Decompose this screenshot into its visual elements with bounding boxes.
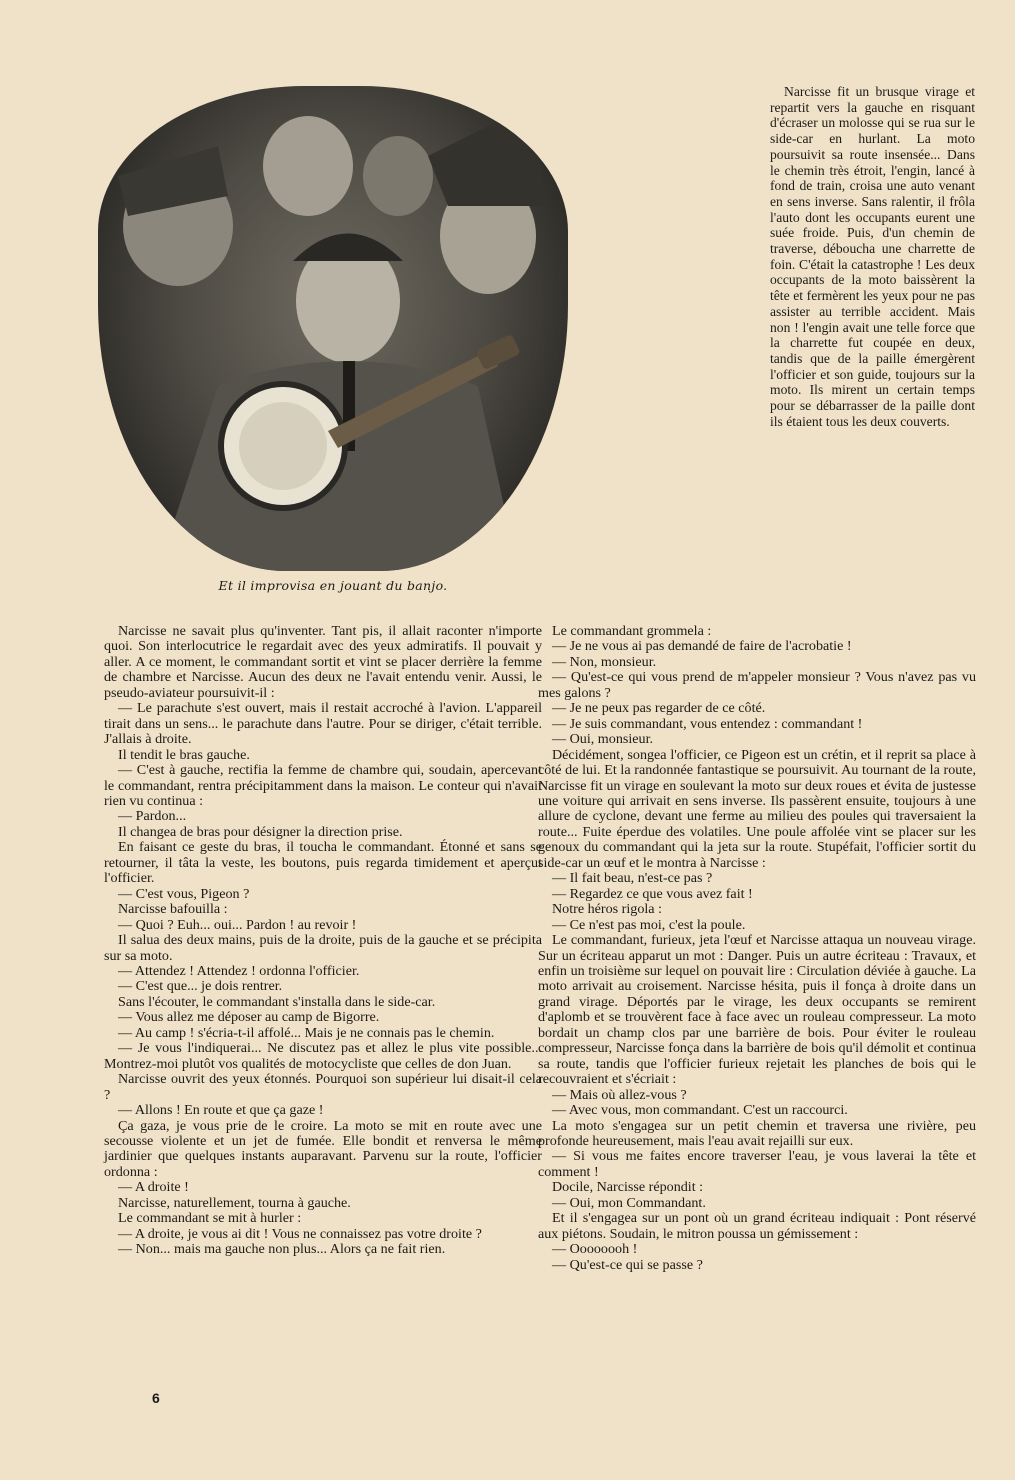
right-column	[538, 624, 976, 1273]
paragraph: — Vous allez me déposer au camp de Bigorre.	[118, 1009, 380, 1026]
paragraph: — Avec vous, mon commandant. C'est un raccourci.	[552, 1102, 848, 1119]
paragraph: — Allons ! En route et que ça gaze !	[118, 1102, 324, 1119]
paragraph: — A droite !	[118, 1179, 189, 1196]
paragraph: — Oui, mon Commandant.	[552, 1194, 706, 1211]
paragraph: — Je vous l'indiquerai... Ne discutez pas et allez le plus vite possible... Montrez-moi plutôt vos qualités de motocycliste que celles de don Juan.	[104, 1040, 542, 1072]
paragraph: Notre héros rigola :	[552, 901, 662, 918]
paragraph: Ça gaza, je vous prie de le croire. La moto se mit en route avec une secousse violente et un jet de fumée. Elle bondit et renversa le même jardinier que quelques instants auparavant. Parvenu sur la route, l'officier ordonna :	[104, 1117, 542, 1180]
paragraph: Narcisse ouvrit des yeux étonnés. Pourquoi son supérieur lui disait-il cela ?	[104, 1071, 542, 1103]
paragraph: — Si vous me faites encore traverser l'eau, je vous laverai la tête et comment !	[538, 1148, 976, 1180]
paragraph: — C'est vous, Pigeon ?	[118, 885, 250, 902]
paragraph: Le commandant, furieux, jeta l'œuf et Narcisse attaqua un nouveau virage. Sur un écriteau apparut un mot : Danger. Puis un autre écriteau : Travaux, et enfin un troisième sur lequel on pouvait lire : Circulation déviée à gauche. La moto arrivait au croisement. Narcisse hésita, puis il fonça à droite dans un grand virage. Déportés par le virage, les deux occupants se remirent d'aplomb et se trouvèrent face à face avec un rouleau compresseur. La moto bordait un champ clos par une barrière de bois. Pour éviter le rouleau compresseur, Narcisse fonça dans la barrière de bois qu'il démolit et continua sa route, tandis que l'officier furieux rejetait les planches de bois qui le recouvraient et s'écriait :	[538, 932, 976, 1088]
paragraph: — Je suis commandant, vous entendez : commandant !	[552, 715, 863, 732]
paragraph: — Non... mais ma gauche non plus... Alors ça ne fait rien.	[118, 1241, 446, 1258]
paragraph: — A droite, je vous ai dit ! Vous ne connaissez pas votre droite ?	[118, 1225, 482, 1242]
paragraph: Et il s'engagea sur un pont où un grand écriteau indiquait : Pont réservé aux piétons. Soudain, le mitron poussa un gémissement :	[538, 1210, 976, 1242]
paragraph: — C'est que... je dois rentrer.	[118, 978, 283, 995]
paragraph: — Le parachute s'est ouvert, mais il restait accroché à l'avion. L'appareil tirait dans un sens... le parachute dans l'autre. Pour se diriger, c'était terrible. J'allais à droite.	[104, 700, 542, 748]
paragraph: Décidément, songea l'officier, ce Pigeon est un crétin, et il reprit sa place à côté de lui. Et la randonnée fantastique se poursuivit. Au tournant de la route, Narcisse fit un virage en soulevant la moto sur deux roues et évita de justesse une voiture qui arrivait en sens inverse. Ils passèrent ensuite, toujours à une allure de cyclone, devant une ferme au milieu des poules qui traversaient la route... Fuite éperdue des volatiles. Une poule affolée vint se placer sur les genoux du commandant qui la jeta sur la route. Stupéfait, l'officier sortit du side-car un œuf et le montra à Narcisse :	[538, 746, 976, 871]
paragraph: Docile, Narcisse répondit :	[552, 1179, 704, 1196]
paragraph: Il changea de bras pour désigner la direction prise.	[118, 823, 403, 840]
paragraph: Le commandant se mit à hurler :	[118, 1210, 302, 1227]
paragraph: En faisant ce geste du bras, il toucha le commandant. Étonné et sans se retourner, il tâta la veste, les boutons, puis regarda timidement et aperçut l'officier.	[104, 839, 542, 887]
paragraph: — Qu'est-ce qui se passe ?	[552, 1256, 703, 1273]
paragraph: Narcisse ne savait plus qu'inventer. Tant pis, il allait raconter n'importe quoi. Son interlocutrice le regardait avec des yeux admiratifs. Il pouvait y aller. A ce moment, le commandant sortit et vint se placer derrière la femme de chambre et Narcisse. Aucun des deux ne l'avait entendu venir. Aussi, le pseudo-aviateur poursuivit-il :	[104, 623, 542, 701]
paragraph: Il salua des deux mains, puis de la droite, puis de la gauche et se précipita sur sa moto.	[104, 932, 542, 964]
paragraph: — Attendez ! Attendez ! ordonna l'officier.	[118, 962, 360, 979]
paragraph: — C'est à gauche, rectifia la femme de chambre qui, soudain, apercevant le commandant, rentra précipitamment dans la maison. Le conteur qui n'avait rien vu continua :	[104, 762, 542, 809]
paragraph: — Qu'est-ce qui vous prend de m'appeler monsieur ? Vous n'avez pas vu mes galons ?	[538, 669, 976, 701]
paragraph: — Non, monsieur.	[552, 653, 657, 670]
paragraph: Il tendit le bras gauche.	[118, 746, 250, 763]
paragraph: — Regardez ce que vous avez fait !	[552, 885, 753, 902]
photo-caption: Et il improvisa en jouant du banjo.	[218, 578, 448, 593]
banjo-group-photo	[98, 86, 568, 571]
paragraph: — Il fait beau, n'est-ce pas ?	[552, 870, 713, 887]
paragraph: — Ce n'est pas moi, c'est la poule.	[552, 916, 746, 933]
side-column	[770, 84, 975, 429]
paragraph: Le commandant grommela :	[552, 623, 712, 639]
paragraph: — Oui, monsieur.	[552, 731, 654, 748]
page-number: 6	[152, 1390, 160, 1406]
paragraph: — Au camp ! s'écria-t-il affolé... Mais je ne connais pas le chemin.	[118, 1024, 495, 1041]
illustration-photo	[98, 86, 568, 571]
paragraph: — Je ne peux pas regarder de ce côté.	[552, 700, 766, 717]
paragraph: Narcisse, naturellement, tourna à gauche.	[118, 1194, 351, 1211]
left-column	[104, 624, 542, 1258]
paragraph: Sans l'écouter, le commandant s'installa dans le side-car.	[118, 993, 436, 1010]
paragraph: — Oooooooh !	[552, 1241, 638, 1258]
paragraph: — Je ne vous ai pas demandé de faire de l'acrobatie !	[552, 638, 852, 655]
paragraph: Narcisse bafouilla :	[118, 901, 228, 918]
paragraph: — Mais où allez-vous ?	[552, 1086, 687, 1103]
paragraph: Narcisse fit un brusque virage et repartit vers la gauche en risquant d'écraser un molosse qui se rua sur le side-car en hurlant. La moto poursuivit sa route insensée... Dans le chemin très étroit, l'engin, lancé à fond de train, croisa une auto venant en sens inverse. Sans ralentir, il frôla l'auto dont les occupants eurent une suée froide. Puis, d'un chemin de traverse, déboucha une charrette de foin. C'était la catastrophe ! Les deux occupants de la moto baissèrent la tête et fermèrent les yeux pour ne pas assister au terrible accident. Mais non ! l'engin avait une telle force que la charrette fut coupée en deux, tandis que de la paille émergèrent l'officier et son guide, toujours sur la moto. Ils mirent un certain temps pour se débarrasser de la paille dont ils étaient tous les deux couverts.	[770, 84, 975, 429]
paragraph: — Pardon...	[118, 808, 187, 825]
paragraph: La moto s'engagea sur un petit chemin et traversa une rivière, peu profonde heureusement, mais l'eau avait rejailli sur eux.	[538, 1117, 976, 1149]
paragraph: — Quoi ? Euh... oui... Pardon ! au revoir !	[118, 916, 357, 933]
